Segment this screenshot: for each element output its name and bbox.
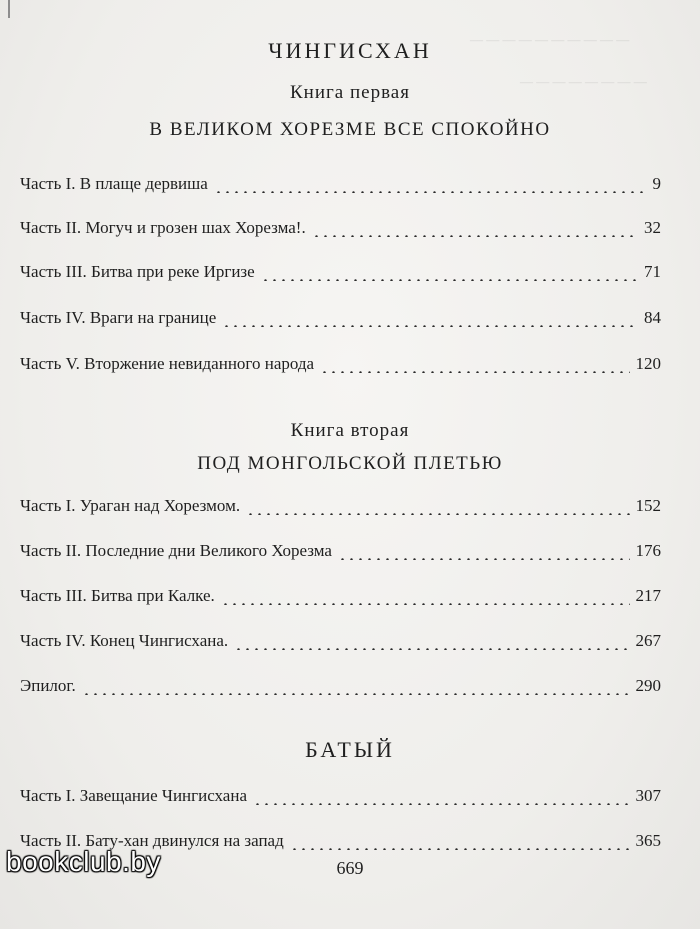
- toc-entry-page: 71: [644, 262, 661, 281]
- toc-entry-label: Часть III. Битва при реке Иргизе: [20, 262, 255, 281]
- toc-leader-dots: [312, 235, 638, 237]
- toc-entry[interactable]: [20, 631, 661, 657]
- bleed-through-text: — — — — — — — — — —: [470, 32, 630, 47]
- toc-leader-dots: [290, 848, 630, 850]
- toc-entry-label: Часть I. Ураган над Хорезмом.: [20, 496, 241, 515]
- toc-entry[interactable]: [20, 262, 661, 288]
- toc-leader-dots: [234, 648, 629, 650]
- toc-entry-page: 84: [644, 308, 661, 327]
- toc-entry-label: Часть II. Бату-хан двинулся на запад: [20, 831, 284, 850]
- toc-leader-dots: [246, 513, 629, 515]
- toc-leader-dots: [214, 191, 647, 193]
- page-number: 669: [336, 858, 364, 878]
- toc-entry[interactable]: [20, 496, 661, 522]
- toc-leader-dots: [320, 371, 629, 373]
- work-title-chingiskhan: ЧИНГИСХАН: [268, 38, 432, 63]
- book-label-second: Книга вторая: [290, 420, 410, 441]
- book-title-second: ПОД МОНГОЛЬСКОЙ ПЛЕТЬЮ: [197, 453, 503, 474]
- toc-entry-page: 217: [635, 586, 661, 605]
- toc-entry[interactable]: [20, 541, 661, 567]
- toc-leader-dots: [261, 279, 638, 281]
- page-edge-mark: [8, 0, 10, 18]
- toc-entry[interactable]: [20, 174, 661, 200]
- toc-entry-page: 32: [644, 218, 661, 237]
- toc-entry[interactable]: [20, 676, 661, 702]
- toc-entry-label: Эпилог.: [20, 676, 76, 695]
- toc-entry-page: 152: [635, 496, 661, 515]
- book-title-first: В ВЕЛИКОМ ХОРЕЗМЕ ВСЕ СПОКОЙНО: [149, 119, 551, 140]
- toc-entry-page: 120: [635, 354, 661, 373]
- toc-entry-label: Часть III. Битва при Калке.: [20, 586, 215, 605]
- toc-entry[interactable]: [20, 354, 661, 380]
- toc-leader-dots: [221, 603, 630, 605]
- toc-entry-page: 176: [635, 541, 661, 560]
- toc-entry-page: 9: [652, 174, 661, 193]
- toc-leader-dots: [338, 558, 630, 560]
- toc-entry-page: 290: [635, 676, 661, 695]
- toc-leader-dots: [82, 693, 630, 695]
- book-label-first: Книга первая: [290, 82, 410, 103]
- toc-entry[interactable]: [20, 308, 661, 334]
- toc-entry[interactable]: [20, 586, 661, 612]
- toc-entry-label: Часть I. Завещание Чингисхана: [20, 786, 247, 805]
- toc-entry-label: Часть V. Вторжение невиданного народа: [20, 354, 315, 373]
- bleed-through-text: — — — — — — — —: [520, 74, 647, 89]
- toc-entry-label: Часть II. Последние дни Великого Хорезма: [20, 541, 332, 560]
- toc-entry-label: Часть II. Могуч и грозен шах Хорезма!.: [20, 218, 306, 237]
- toc-entry[interactable]: [20, 786, 661, 812]
- toc-entry-label: Часть IV. Враги на границе: [20, 308, 217, 327]
- toc-leader-dots: [222, 325, 638, 327]
- toc-entry-page: 267: [635, 631, 661, 650]
- watermark-logo: bookclub.by: [6, 846, 161, 877]
- work-title-batyi: БАТЫЙ: [305, 737, 395, 762]
- toc-entry[interactable]: [20, 218, 661, 244]
- toc-entry-label: Часть IV. Конец Чингисхана.: [20, 631, 229, 650]
- toc-entry-page: 365: [635, 831, 661, 850]
- toc-leader-dots: [253, 803, 630, 805]
- toc-entry-label: Часть I. В плаще дервиша: [20, 174, 208, 193]
- toc-entry-page: 307: [635, 786, 661, 805]
